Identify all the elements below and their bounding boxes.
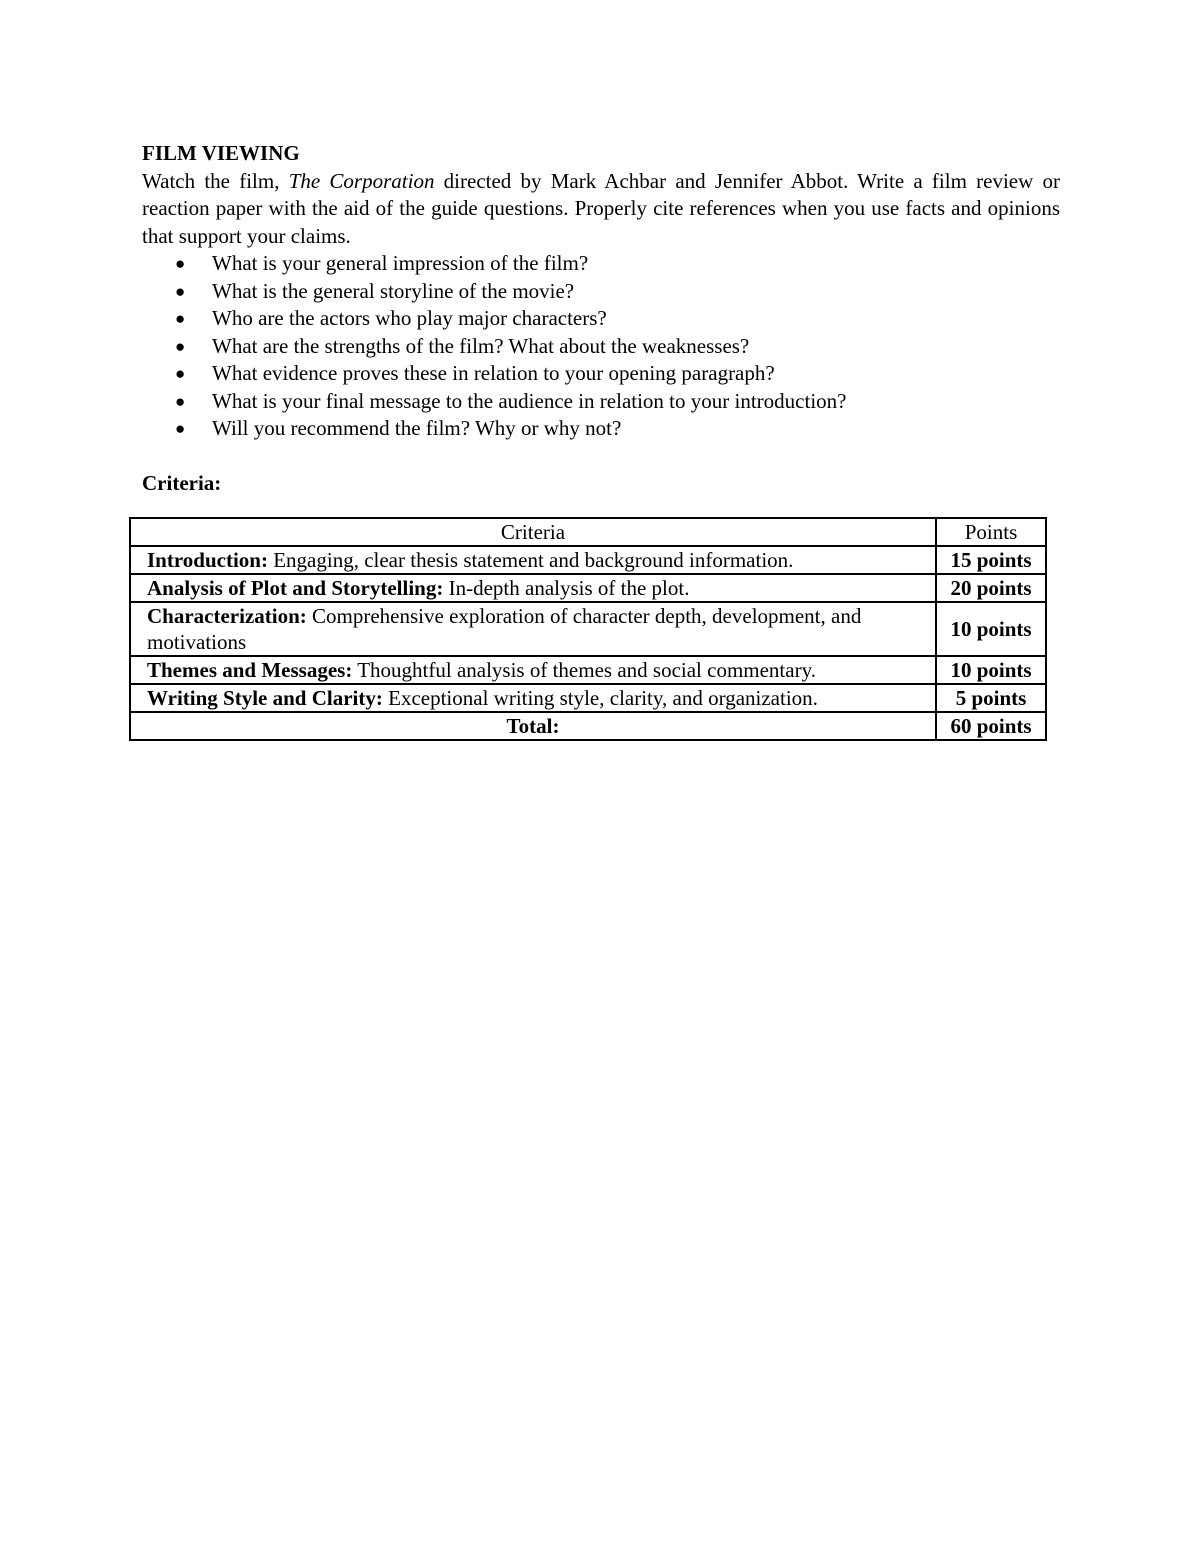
list-item (142, 360, 1060, 388)
criteria-cell (130, 656, 936, 684)
table-row (130, 602, 1046, 656)
table-row (130, 574, 1046, 602)
film-title: The Corporation (288, 168, 435, 193)
total-points: 60 points (936, 712, 1046, 740)
criteria-heading: Criteria: (142, 471, 222, 495)
list-item (142, 333, 1060, 361)
list-item (142, 388, 1060, 416)
list-item (142, 250, 1060, 278)
header-criteria: Criteria (130, 518, 936, 546)
criteria-label: Characterization: (147, 604, 307, 628)
list-item (142, 415, 1060, 443)
intro-paragraph (142, 168, 1060, 251)
total-label: Total: (130, 712, 936, 740)
criteria-description: Exceptional writing style, clarity, and organization. (382, 686, 818, 710)
question-text: What evidence proves these in relation to your opening paragraph? (212, 361, 775, 385)
criteria-description: Thoughtful analysis of themes and social commentary. (352, 658, 816, 682)
points-cell: 5 points (936, 684, 1046, 712)
question-text: What is the general storyline of the movie? (212, 278, 575, 303)
bullet-icon: ● (175, 364, 186, 383)
document-title: FILM VIEWING (142, 141, 300, 165)
criteria-label: Analysis of Plot and Storytelling: (147, 576, 444, 600)
intro-text-end: directed by Mark Achbar and Jennifer Abbot. Write a film review or reaction paper with the aid of the guide questions. Properly cite references when you use facts and opinions that support your claims. (142, 168, 1060, 248)
table-row (130, 546, 1046, 574)
question-text: What is your general impression of the film? (212, 251, 589, 275)
rubric-table (129, 517, 1047, 741)
criteria-description: In-depth analysis of the plot. (443, 576, 690, 600)
criteria-cell (130, 602, 936, 656)
criteria-label: Writing Style and Clarity: (147, 686, 383, 710)
criteria-cell (130, 684, 936, 712)
criteria-description: Engaging, clear thesis statement and background information. (267, 548, 794, 572)
points-cell: 10 points (936, 656, 1046, 684)
question-text: What are the strengths of the film? What about the weaknesses? (212, 333, 750, 358)
bullet-icon: ● (175, 419, 186, 438)
list-item (142, 305, 1060, 333)
bullet-icon: ● (175, 254, 186, 273)
guide-questions-list (142, 250, 1060, 443)
bullet-icon: ● (175, 391, 186, 411)
points-cell: 10 points (936, 602, 1046, 656)
total-row (130, 712, 1046, 740)
points-cell: 15 points (936, 546, 1046, 574)
criteria-label: Introduction: (147, 548, 268, 572)
criteria-description: Comprehensive exploration of character depth, development, and motivations (147, 604, 862, 654)
question-text: Who are the actors who play major characters? (212, 306, 607, 330)
criteria-cell (130, 574, 936, 602)
points-cell: 20 points (936, 574, 1046, 602)
intro-text-start: Watch the film, (142, 168, 289, 193)
bullet-icon: ● (175, 336, 186, 356)
bullet-icon: ● (175, 309, 186, 328)
criteria-cell (130, 546, 936, 574)
criteria-label: Themes and Messages: (147, 658, 353, 682)
table-row (130, 656, 1046, 684)
header-points: Points (936, 518, 1046, 546)
bullet-icon: ● (175, 281, 186, 301)
question-text: Will you recommend the film? Why or why not? (212, 416, 622, 440)
table-row (130, 684, 1046, 712)
list-item (142, 278, 1060, 306)
table-header-row (130, 518, 1046, 546)
question-text: What is your final message to the audience in relation to your introduction? (212, 388, 847, 413)
assignment-content (142, 140, 1060, 498)
